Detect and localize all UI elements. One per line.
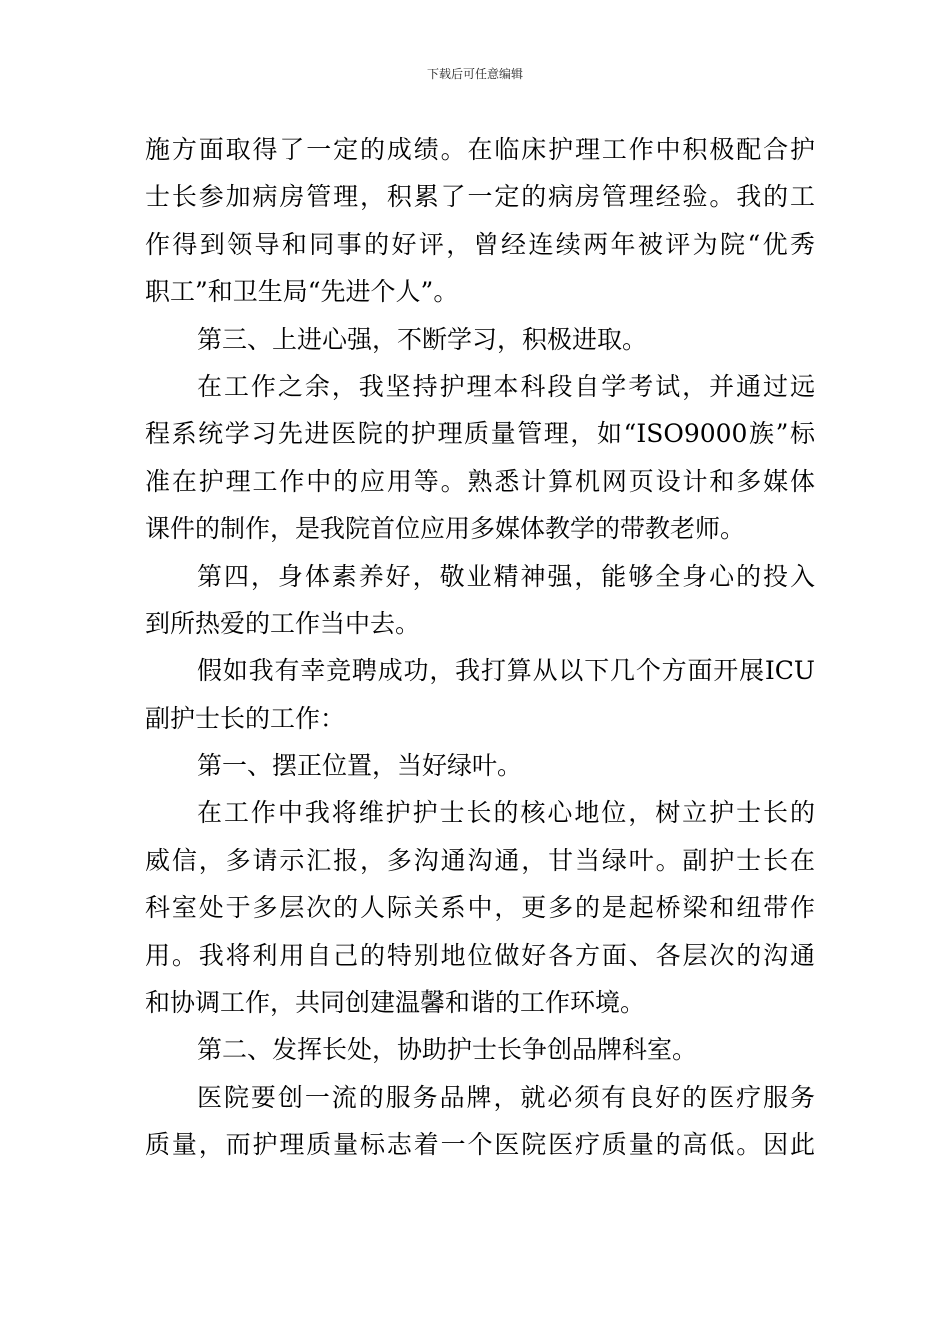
text-line: 副护士长的工作： xyxy=(145,703,346,733)
text-line: 科室处于多层次的人际关系中，更多的是起桥梁和纽带作 xyxy=(145,893,815,923)
text-line: 课件的制作，是我院首位应用多媒体教学的带教老师。 xyxy=(145,514,746,544)
text-line: 到所热爱的工作当中去。 xyxy=(145,608,421,638)
text-line: 程系统学习先进医院的护理质量管理，如“ISO9000族”标 xyxy=(145,419,815,449)
text-line: 和协调工作，共同创建温馨和谐的工作环境。 xyxy=(145,988,646,1018)
text-line: 在工作中我将维护护士长的核心地位，树立护士长的 xyxy=(197,798,815,828)
text-line: 假如我有幸竞聘成功，我打算从以下几个方面开展ICU xyxy=(197,656,815,686)
text-line: 准在护理工作中的应用等。熟悉计算机网页设计和多媒体 xyxy=(145,466,815,496)
text-line: 第二、发挥长处，协助护士长争创品牌科室。 xyxy=(197,1035,698,1065)
text-line: 作得到领导和同事的好评，曾经连续两年被评为院“优秀 xyxy=(145,229,815,259)
text-line: 职工”和卫生局“先进个人”。 xyxy=(145,277,459,307)
document-body xyxy=(145,126,815,1169)
text-line: 威信，多请示汇报，多沟通沟通，甘当绿叶。副护士长在 xyxy=(145,845,815,875)
text-line: 质量，而护理质量标志着一个医院医疗质量的高低。因此 xyxy=(145,1130,815,1160)
text-line: 用。我将利用自己的特别地位做好各方面、各层次的沟通 xyxy=(145,940,815,970)
text-line: 在工作之余，我坚持护理本科段自学考试，并通过远 xyxy=(197,371,815,401)
text-line: 医院要创一流的服务品牌，就必须有良好的医疗服务 xyxy=(197,1082,815,1112)
text-line: 第三、上进心强，不断学习，积极进取。 xyxy=(197,324,648,354)
text-line: 第四，身体素养好，敬业精神强，能够全身心的投入 xyxy=(197,561,815,591)
text-line: 第一、摆正位置，当好绿叶。 xyxy=(197,751,523,781)
text-line: 士长参加病房管理，积累了一定的病房管理经验。我的工 xyxy=(145,182,815,212)
text-line: 施方面取得了一定的成绩。在临床护理工作中积极配合护 xyxy=(145,135,815,164)
page-header: 下载后可任意编辑 xyxy=(426,67,523,81)
